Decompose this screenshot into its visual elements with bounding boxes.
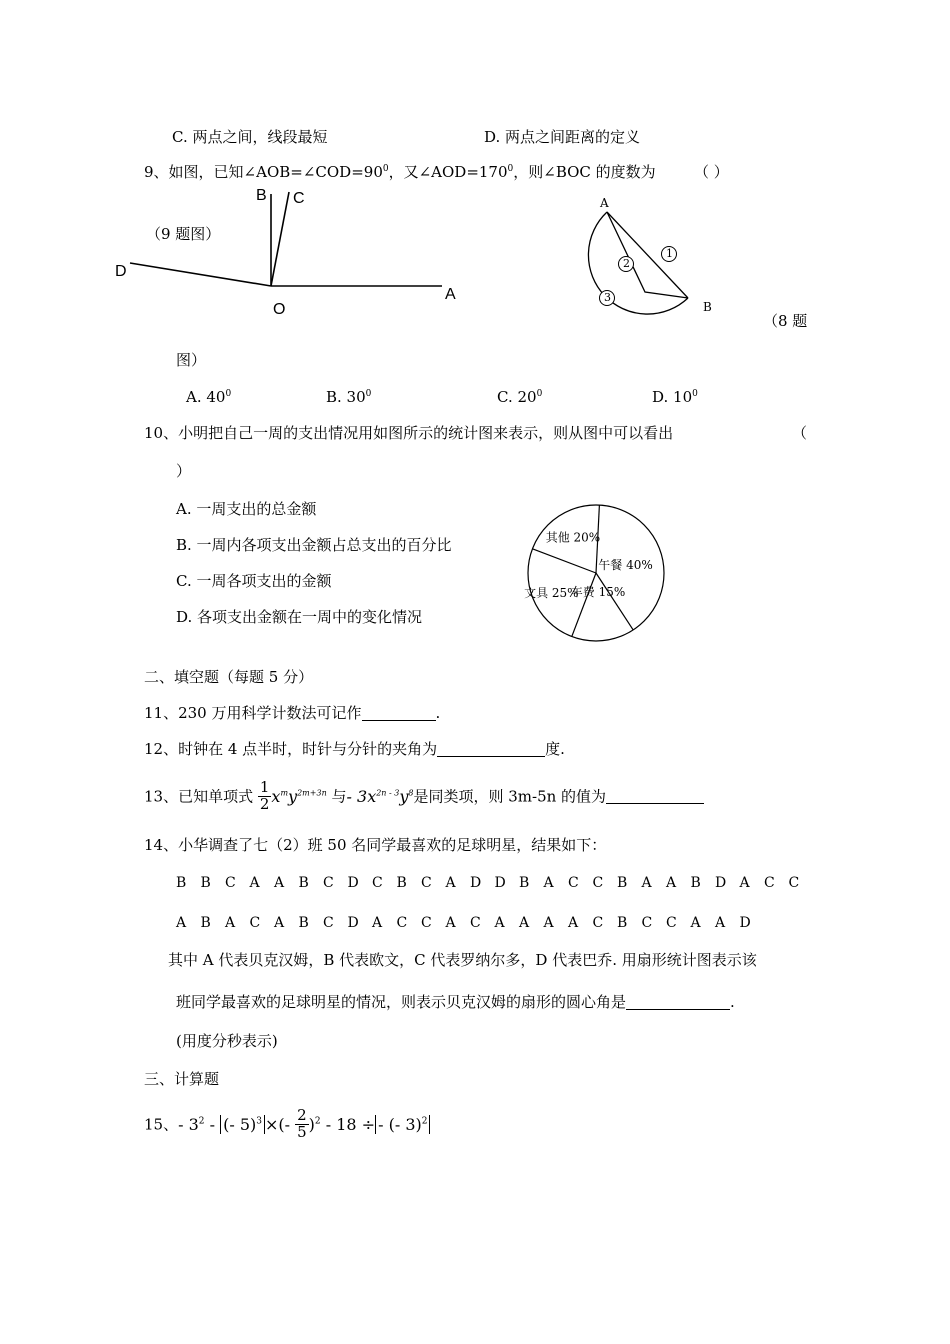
q14-data-row-2 <box>176 916 764 930</box>
q9-point-c: C <box>293 190 305 207</box>
q14-row1-letter-0: B <box>176 875 187 891</box>
q14-row2-letter-16: A <box>568 915 579 931</box>
q14-row1-letter-3: A <box>249 875 260 891</box>
q14-row1-letter-2: C <box>225 875 236 891</box>
q14-row1-letter-7: D <box>347 875 359 891</box>
q14-row2-letter-5: B <box>298 915 309 931</box>
q9-option-a: A. $40^0$ <box>186 388 232 406</box>
q14-row2-letter-6: C <box>323 915 334 931</box>
q14-row2-letter-17: C <box>592 915 604 931</box>
q9-option-b: B. $30^0$ <box>326 388 372 406</box>
q8-option-d: D. 两点之间距离的定义 <box>484 128 641 146</box>
q9-point-d: D <box>115 263 127 280</box>
q14-row2-letter-23: D <box>739 915 751 931</box>
pie-divider-其他 <box>532 549 596 573</box>
q14-row1-letter-25: C <box>788 875 800 891</box>
q14-row1-letter-21: B <box>690 875 701 891</box>
q8-point-b: B <box>703 300 712 314</box>
q15-fraction: $\frac{2}{5}$ <box>297 1106 307 1141</box>
pie-divider-文具 <box>572 573 596 637</box>
q14-line-2: 班同学最喜欢的足球明星的情况，则表示贝克汉姆的扇形的圆心角是 . <box>176 993 735 1011</box>
q8-figure-label-2: 图） <box>176 351 207 369</box>
q9-point-a: A <box>445 286 456 303</box>
q14-row2-letter-2: A <box>225 915 236 931</box>
ray-oc <box>271 192 289 286</box>
q9-point-b: B <box>256 187 267 204</box>
q14-note: (用度分秒表示) <box>176 1032 278 1050</box>
q8-marker-2-label: 2 <box>623 257 630 270</box>
q14-row1-letter-12: D <box>470 875 482 891</box>
q14-row1-letter-10: C <box>421 875 432 891</box>
q14-row1-letter-4: A <box>274 875 285 891</box>
q14-row2-letter-12: C <box>470 915 481 931</box>
section3-title: 三、计算题 <box>144 1070 220 1088</box>
q14-row2-letter-22: A <box>715 915 726 931</box>
q8-point-a: A <box>600 196 609 210</box>
q8-figure-label-1: （8 题 <box>763 312 808 330</box>
q14-row2-letter-18: B <box>617 915 628 931</box>
q14-row1-letter-15: A <box>543 875 554 891</box>
q14-row1-letter-9: B <box>396 875 407 891</box>
q9-point-o: O <box>273 301 286 318</box>
pie-slice-label-午餐: 午餐 40% <box>598 558 653 573</box>
q14-answer-blank[interactable] <box>626 995 730 1010</box>
q10-option-b: B. 一周内各项支出金额占总支出的百分比 <box>176 536 452 554</box>
q8-marker-3-label: 3 <box>604 291 611 304</box>
q10-option-c: C. 一周各项支出的金额 <box>176 572 332 590</box>
q14-row1-letter-22: D <box>715 875 727 891</box>
spending-pie-chart <box>521 503 671 653</box>
q8-marker-1-label: 1 <box>666 247 673 260</box>
q14-row1-letter-24: C <box>764 875 775 891</box>
q14-row1-letter-17: C <box>592 875 604 891</box>
q14-row2-letter-19: C <box>641 915 653 931</box>
q14-row2-letter-11: A <box>445 915 456 931</box>
q13-fraction: $\frac{1}{2}$ <box>259 778 270 813</box>
q10-option-d: D. 各项支出金额在一周中的变化情况 <box>176 608 423 626</box>
q14-row2-letter-0: A <box>176 915 187 931</box>
q14-row2-letter-10: C <box>421 915 432 931</box>
q9-option-c: C. $20^0$ <box>497 388 543 406</box>
q10-stem: 10、小明把自己一周的支出情况用如图所示的统计图来表示，则从图中可以看出 <box>144 424 674 442</box>
q14-row1-letter-13: D <box>494 875 506 891</box>
q9-stem: 9、如图，已知$\angle AOB=\angle COD=90^0$，又$\angle AOD=170^0$，则∠BOC 的度数为 <box>144 163 656 181</box>
q9-option-d: D. $10^0$ <box>652 388 698 406</box>
q14-row1-letter-18: B <box>617 875 628 891</box>
q14-row2-letter-8: A <box>372 915 383 931</box>
q14-row1-letter-8: C <box>372 875 383 891</box>
q14-line-1: 其中 A 代表贝克汉姆，B 代表欧文，C 代表罗纳尔多，D 代表巴乔. 用扇形统计图表示该 <box>168 951 757 969</box>
q14-row1-letter-5: B <box>298 875 309 891</box>
q14-row2-letter-9: C <box>396 915 408 931</box>
q14-row2-letter-3: C <box>249 915 261 931</box>
q14-data-row-1 <box>176 876 813 890</box>
q14-row1-letter-23: A <box>739 875 750 891</box>
q10-bracket-open: （ <box>792 424 808 442</box>
ray-od <box>130 263 271 286</box>
q14-row1-letter-6: C <box>323 875 334 891</box>
q14-row1-letter-1: B <box>200 875 211 891</box>
q14-row1-letter-11: A <box>445 875 456 891</box>
q14-row2-letter-15: A <box>543 915 554 931</box>
pie-slice-label-文具: 文具 25% <box>524 586 579 601</box>
q12-answer-blank[interactable] <box>437 742 545 757</box>
q14-row2-letter-20: C <box>666 915 677 931</box>
pie-slice-label-车费: 车费 15% <box>570 584 626 599</box>
section2-title: 二、填空题（每题 5 分） <box>144 668 314 686</box>
q11: 11、230 万用科学计数法可记作 . <box>144 704 441 722</box>
q10-bracket-close: ） <box>176 462 192 480</box>
q9-figure-label: （9 题图） <box>146 225 221 243</box>
pie-divider-车费 <box>596 573 633 630</box>
q14-row1-letter-19: A <box>641 875 652 891</box>
q14-row1-letter-14: B <box>519 875 530 891</box>
q11-answer-blank[interactable] <box>362 706 436 721</box>
q8-option-c: C. 两点之间，线段最短 <box>172 128 328 146</box>
q14-stem: 14、小华调查了七（2）班 50 名同学最喜欢的足球明星，结果如下： <box>144 836 607 854</box>
q14-row2-letter-7: D <box>347 915 359 931</box>
q13: 13、已知单项式 $\frac{1}{2}x^my^{2m+3n}$ 与- $3x^{2n - 3}y^8$是同类项，则 3m-5n 的值为 <box>144 780 704 813</box>
q13-answer-blank[interactable] <box>606 789 704 804</box>
q9-answer-bracket: （ ） <box>694 163 729 181</box>
q14-row2-letter-4: A <box>274 915 285 931</box>
q14-row2-letter-13: A <box>494 915 505 931</box>
q14-row2-letter-1: B <box>200 915 211 931</box>
q14-row1-letter-16: C <box>568 875 579 891</box>
q10-option-a: A. 一周支出的总金额 <box>176 500 317 518</box>
q12: 12、时钟在 4 点半时，时针与分针的夹角为 度. <box>144 740 565 758</box>
q15: 15、- $3^2$ - (- 5)$^3$ ×(- $\frac{2}{5})^2 - 18$ ÷ - (- 3)$^2$ <box>144 1108 430 1141</box>
q14-row2-letter-21: A <box>690 915 701 931</box>
q14-row1-letter-20: A <box>666 875 677 891</box>
q9-angle-figure <box>110 180 470 320</box>
pie-slice-label-其他: 其他 20% <box>545 530 601 545</box>
q14-row2-letter-14: A <box>519 915 530 931</box>
